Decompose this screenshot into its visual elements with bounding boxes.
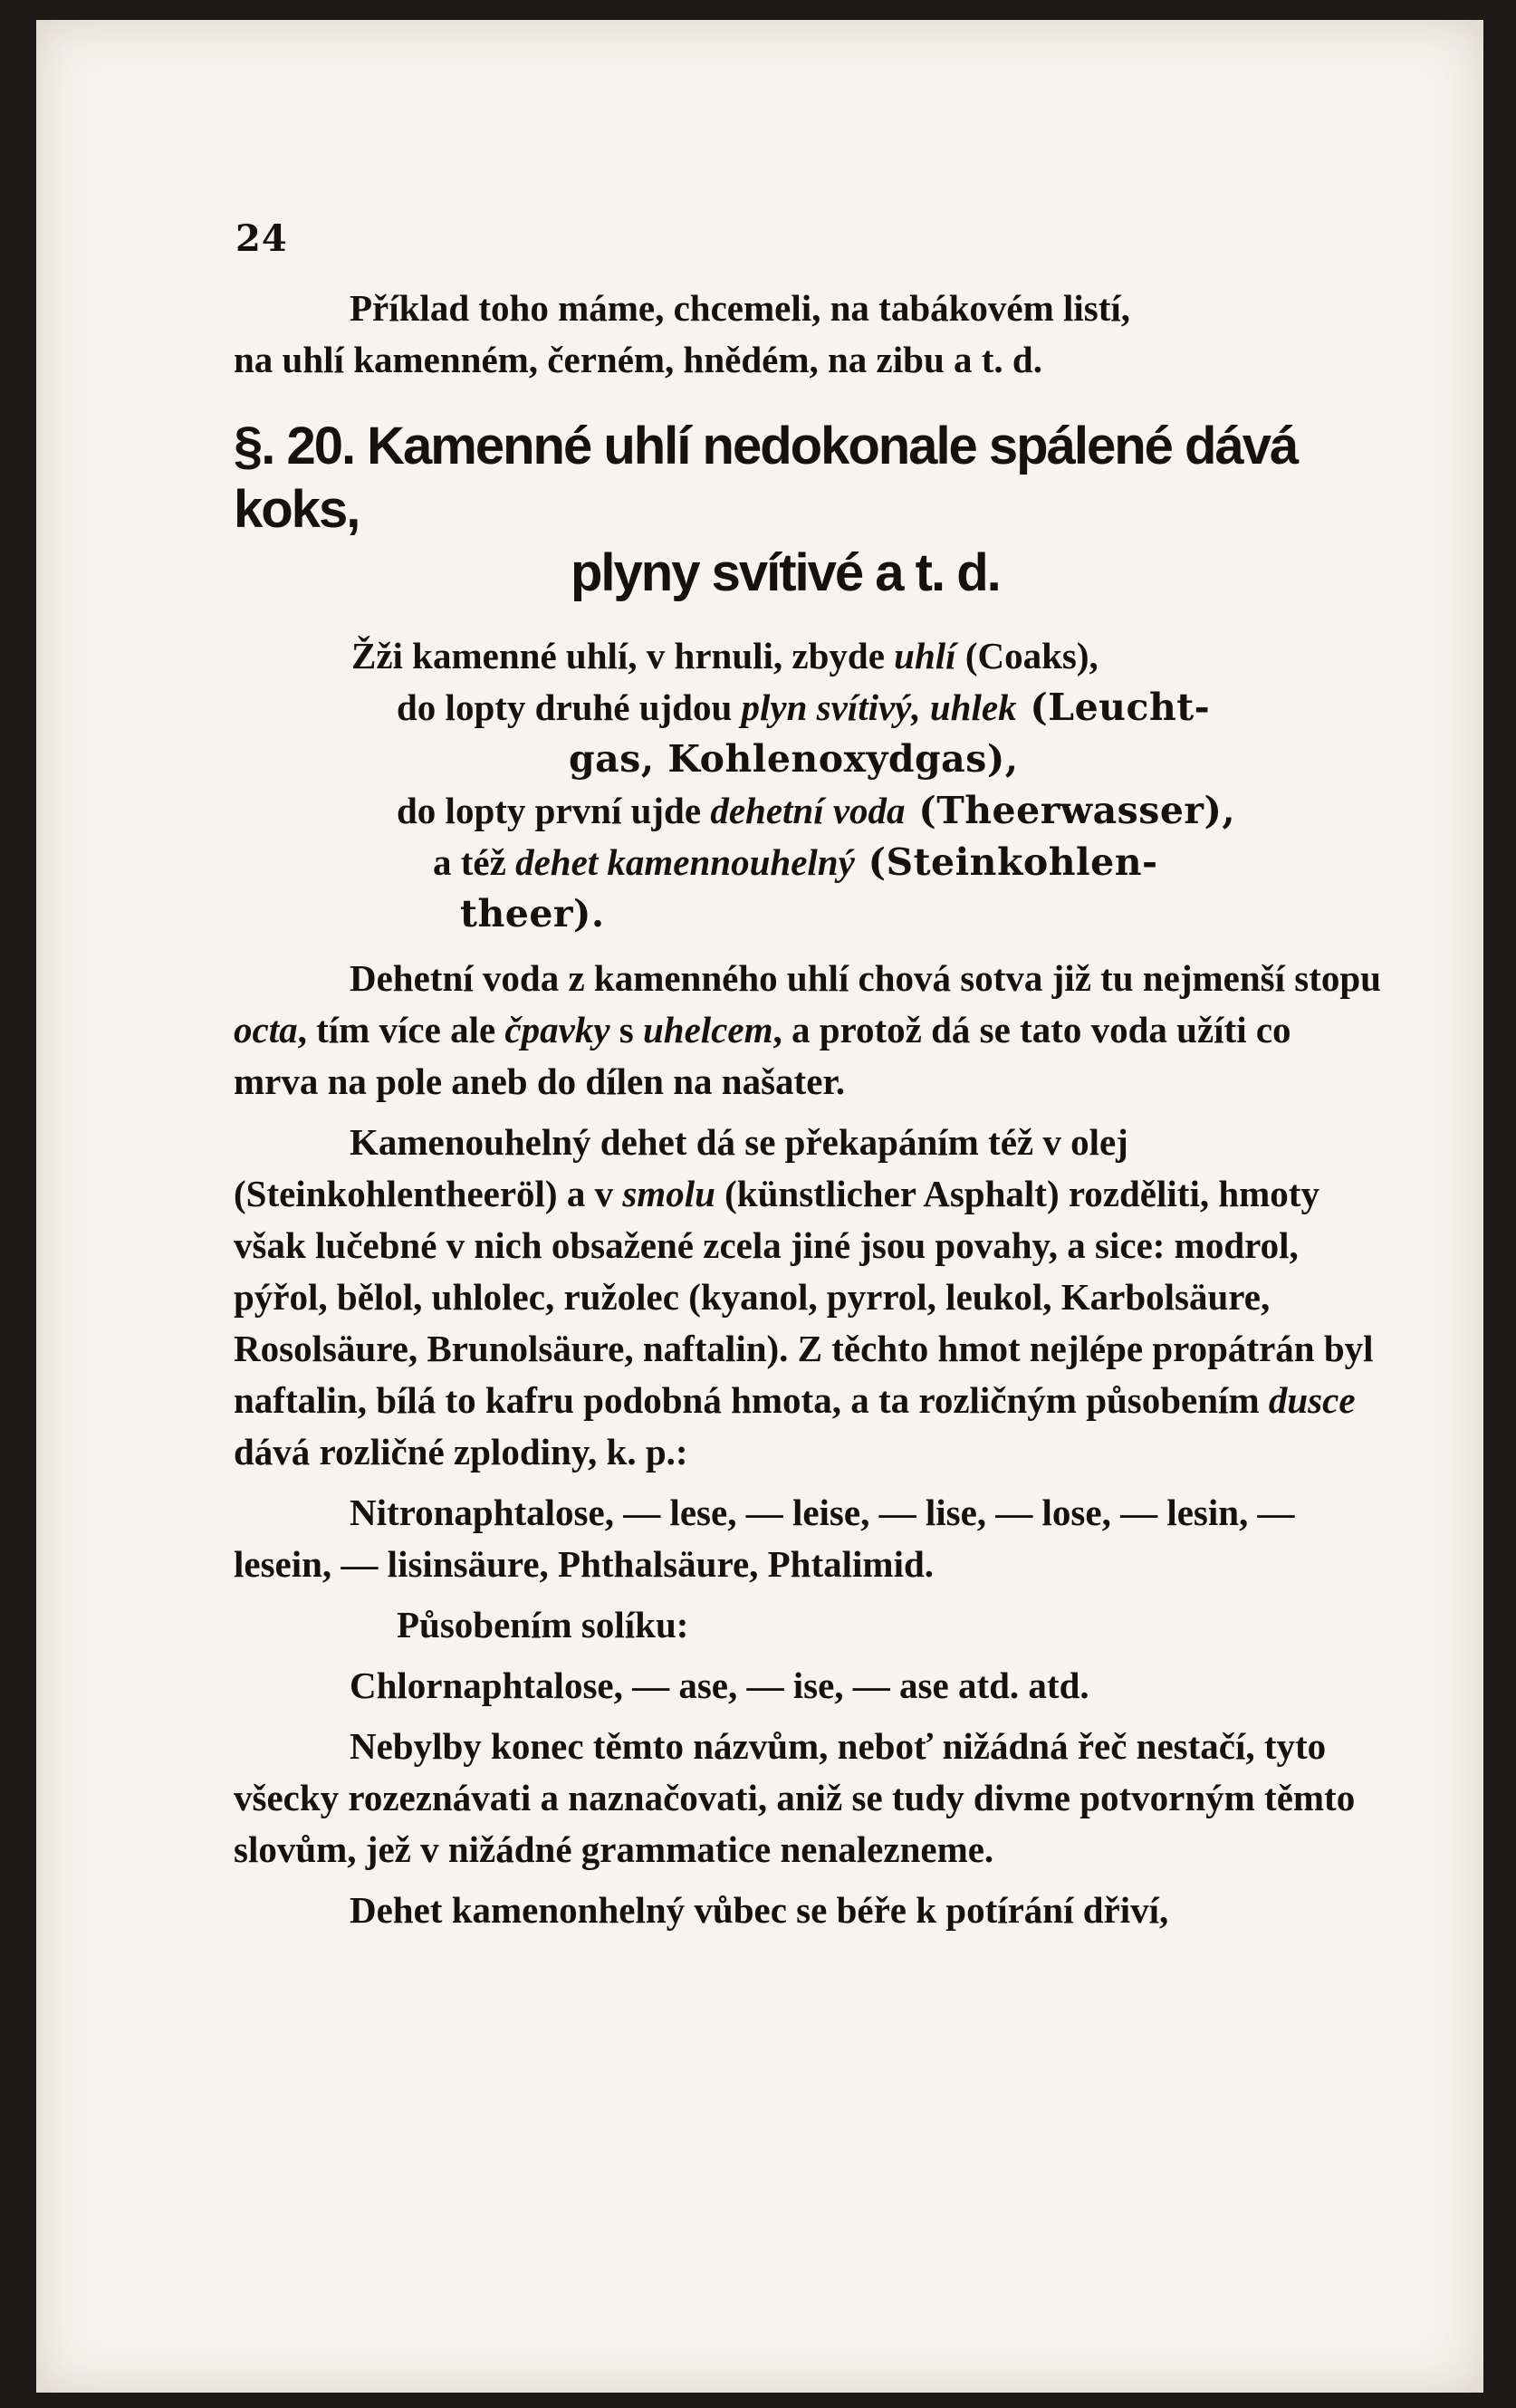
page-number: 24 xyxy=(235,217,288,260)
section-heading xyxy=(234,415,1384,605)
p2-text-c: (künstlicher Asphalt) rozděliti, hmoty však lučebné v nich obsažené zcela jiné jsou povahy, a sice: modrol, pýřol, bělol, uhlolec, ružolec (kyanol, pyrrol, leukol, Karbolsäure, Rosolsäure, Brunolsäure, naftalin). Z těchto hmot nejlépe propátrán byl naftalin, bílá to kafru podobná hmota, a ta rozličným působením xyxy=(234,1173,1374,1421)
p1-text-e: s xyxy=(609,1009,643,1051)
paragraph-solik: Působením solíku: xyxy=(397,1604,689,1645)
paragraph-nitro-names: Nitronaphtalose, — lese, — leise, — lise, — lose, — lesin, — lesein, — lisinsäure, Phthalsäure, Phtalimid. xyxy=(234,1492,1295,1585)
intro-line-2: na uhlí kamenném, černém, hnědém, na zibu a t. d. xyxy=(234,339,1042,380)
list-line-3-german: (Theerwasser), xyxy=(905,789,1236,832)
intro-line-1: Příklad toho máme, chcemeli, na tabákovém listí, xyxy=(350,287,1131,329)
list-line-4-german: (Steinkohlen- xyxy=(854,840,1158,884)
list-line-3-term: dehetní voda xyxy=(710,790,906,831)
list-line-4-text: a též xyxy=(433,841,516,883)
list-line-4-continued: theer). xyxy=(460,892,605,935)
paragraph-chloro-names: Chlornaphtalose, — ase, — ise, — ase atd. atd. xyxy=(350,1664,1089,1706)
list-line-3 xyxy=(351,785,1384,837)
intro-paragraph xyxy=(234,283,1384,386)
book-page xyxy=(36,20,1483,2393)
page-body xyxy=(234,283,1384,1945)
list-line-1-term: uhlí xyxy=(894,635,956,676)
paragraph-tar-use: Dehet kamenonhelný vůbec se béře k potírání dřiví, xyxy=(350,1889,1169,1931)
p2-term-dusce: dusce xyxy=(1268,1379,1356,1421)
section-number: §. 20. xyxy=(234,417,355,475)
list-line-4 xyxy=(351,837,1384,888)
p1-term-octa: octa xyxy=(234,1009,298,1051)
paragraph-coal-tar xyxy=(234,1117,1384,1478)
list-line-1-text: Žži kamenné uhlí, v hrnuli, zbyde xyxy=(351,635,895,676)
list-line-2-term: plyn svítivý, uhlek xyxy=(741,686,1017,728)
section-title-line-2: plyny svítivé a t. d. xyxy=(571,543,1000,602)
list-line-2-continued: gas, Kohlenoxydgas), xyxy=(569,737,1019,781)
list-line-2-german: (Leucht- xyxy=(1016,686,1211,729)
paragraph-names-comment: Nebylby konec těmto názvům, neboť nižádná řeč nestačí, tyto všecky rozeznávati a naznačovati, aniž se tudy divme potvorným těmto slovům, jež v nižádné grammatice nenalezneme. xyxy=(234,1725,1356,1870)
list-line-3-text: do lopty první ujde xyxy=(397,790,711,831)
list-line-4-term: dehet kamennouhelný xyxy=(515,841,855,883)
list-line-1 xyxy=(351,630,1384,682)
list-line-2 xyxy=(351,682,1384,734)
p1-text-c: , tím více ale xyxy=(297,1009,505,1051)
section-title-line-1: Kamenné uhlí nedokonale spálené dává koks, xyxy=(234,417,1298,539)
distillation-list xyxy=(234,630,1384,940)
p1-term-uhelcem: uhelcem xyxy=(642,1009,773,1051)
p1-text-a: Dehetní voda z kamenného uhlí chová sotva již tu nejmenší stopu xyxy=(350,957,1381,999)
p1-term-cpavky: čpavky xyxy=(504,1009,610,1051)
p1-text-g: , a protož dá se tato voda užíti co mrva na pole aneb do dílen na našater. xyxy=(234,1009,1291,1102)
p2-text-a: Kamenouhelný dehet dá se překapáním též v olej (Steinkohlentheeröl) a v xyxy=(234,1121,1128,1214)
list-line-2-text: do lopty druhé ujdou xyxy=(397,686,742,728)
p2-term-smolu: smolu xyxy=(622,1173,715,1214)
list-line-1-german: (Coaks), xyxy=(955,635,1099,676)
paragraph-tar-water xyxy=(234,953,1384,1108)
p2-text-e: dává rozličné zplodiny, k. p.: xyxy=(234,1431,688,1473)
